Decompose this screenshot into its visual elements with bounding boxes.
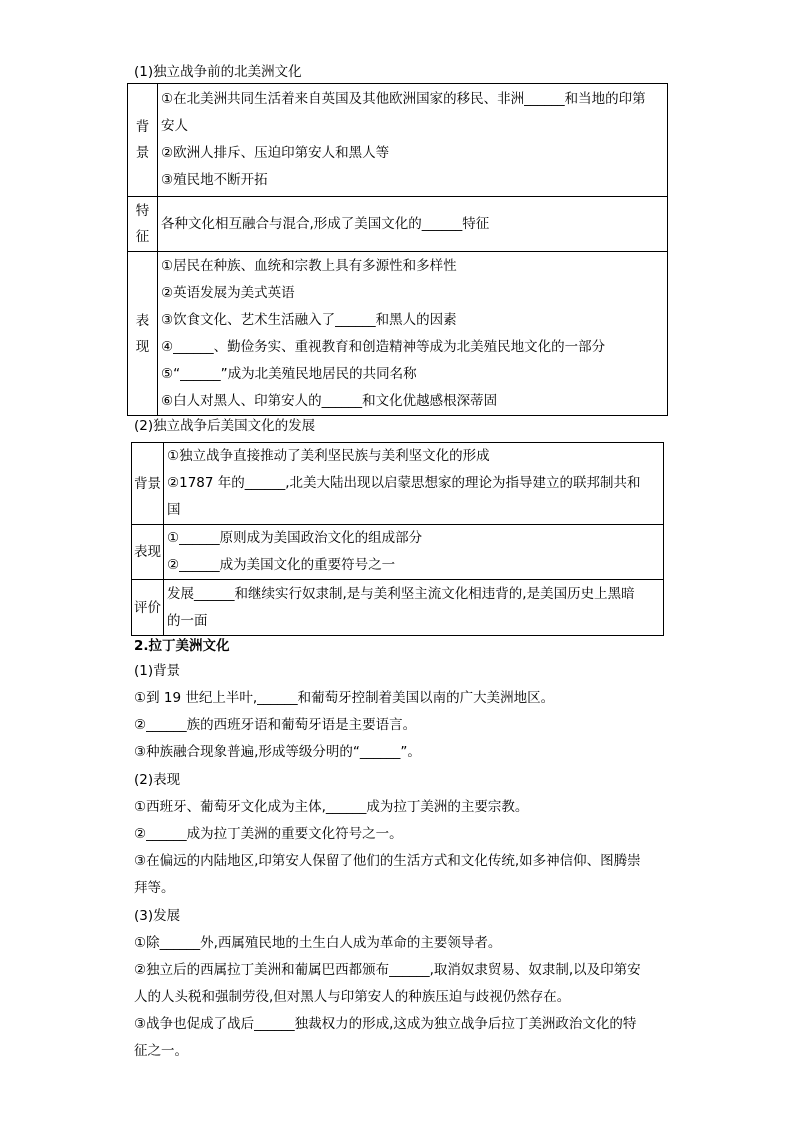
cell-background: ①在北美洲共同生活着来自英国及其他欧洲国家的移民、非洲______和当地的印第 安人 ②欧洲人排斥、压迫印第安人和黑人等 ③殖民地不断开拓 <box>158 84 668 197</box>
latin-manifestation-line: ③在偏远的内陆地区,印第安人保留了他们的生活方式和文化传统,如多神信仰、图腾崇 <box>134 853 641 869</box>
table-row <box>132 525 664 580</box>
row-header-evaluation: 评价 <box>132 580 164 636</box>
latin-development-line: ②独立后的西属拉丁美洲和葡属巴西都颁布______,取消奴隶贸易、奴隶制,以及印第安 <box>134 962 641 978</box>
cell-background: ①独立战争直接推动了美利坚民族与美利坚文化的形成 ②1787 年的______,北美大陆出现以启蒙思想家的理论为指导建立的联邦制共和 国 <box>164 443 664 525</box>
latin-manifestation-line: ①西班牙、葡萄牙文化成为主体,______成为拉丁美洲的主要宗教。 <box>134 799 529 815</box>
table-row <box>132 443 664 525</box>
latin-background-line: ③种族融合现象普遍,形成等级分明的“______”。 <box>134 744 421 760</box>
latin-background-line: ①到 19 世纪上半叶,______和葡萄牙控制着美国以南的广大美洲地区。 <box>134 690 555 706</box>
table-pre-independence <box>127 83 668 416</box>
cell-manifestation: ①______原则成为美国政治文化的组成部分 ②______成为美国文化的重要符号之一 <box>164 525 664 580</box>
latin-manifestation-caption: (2)表现 <box>134 772 181 788</box>
section-title-latin-america: 2.拉丁美洲文化 <box>134 638 230 654</box>
cell-evaluation: 发展______和继续实行奴隶制,是与美利坚主流文化相违背的,是美国历史上黑暗 的一面 <box>164 580 664 636</box>
cell-manifestation: ①居民在种族、血统和宗教上具有多源性和多样性 ②英语发展为美式英语 ③饮食文化、艺术生活融入了______和黑人的因素 ④______、勤俭务实、重视教育和创造精神等成为北美殖民地文化的一部分 ⑤“______”成为北美殖民地居民的共同名称 ⑥白人对黑人、印第安人的______和文化优越感根深蒂固 <box>158 252 668 416</box>
table-row <box>128 252 668 416</box>
latin-development-line: 人的人头税和强制劳役,但对黑人与印第安人的种族压迫与歧视仍然存在。 <box>134 989 571 1005</box>
row-header-background: 背景 <box>132 443 164 525</box>
latin-development-line: 征之一。 <box>134 1043 188 1059</box>
row-header-background: 背 景 <box>128 84 158 197</box>
section-2-caption: (2)独立战争后美国文化的发展 <box>134 418 316 434</box>
latin-manifestation-line: 拜等。 <box>134 880 175 896</box>
table-row <box>128 197 668 252</box>
table-row <box>132 580 664 636</box>
latin-development-line: ③战争也促成了战后______独裁权力的形成,这成为独立战争后拉丁美洲政治文化的特 <box>134 1016 637 1032</box>
latin-background-line: ②______族的西班牙语和葡萄牙语是主要语言。 <box>134 717 417 733</box>
table-row <box>128 84 668 197</box>
row-header-features: 特 征 <box>128 197 158 252</box>
latin-manifestation-line: ②______成为拉丁美洲的重要文化符号之一。 <box>134 826 403 842</box>
section-1-caption: (1)独立战争前的北美洲文化 <box>134 64 302 80</box>
latin-development-line: ①除______外,西属殖民地的土生白人成为革命的主要领导者。 <box>134 935 502 951</box>
row-header-manifestation: 表 现 <box>128 252 158 416</box>
row-header-manifestation: 表现 <box>132 525 164 580</box>
table-post-independence <box>131 442 664 636</box>
latin-background-caption: (1)背景 <box>134 663 181 679</box>
latin-development-caption: (3)发展 <box>134 908 181 924</box>
cell-features: 各种文化相互融合与混合,形成了美国文化的______特征 <box>158 197 668 252</box>
